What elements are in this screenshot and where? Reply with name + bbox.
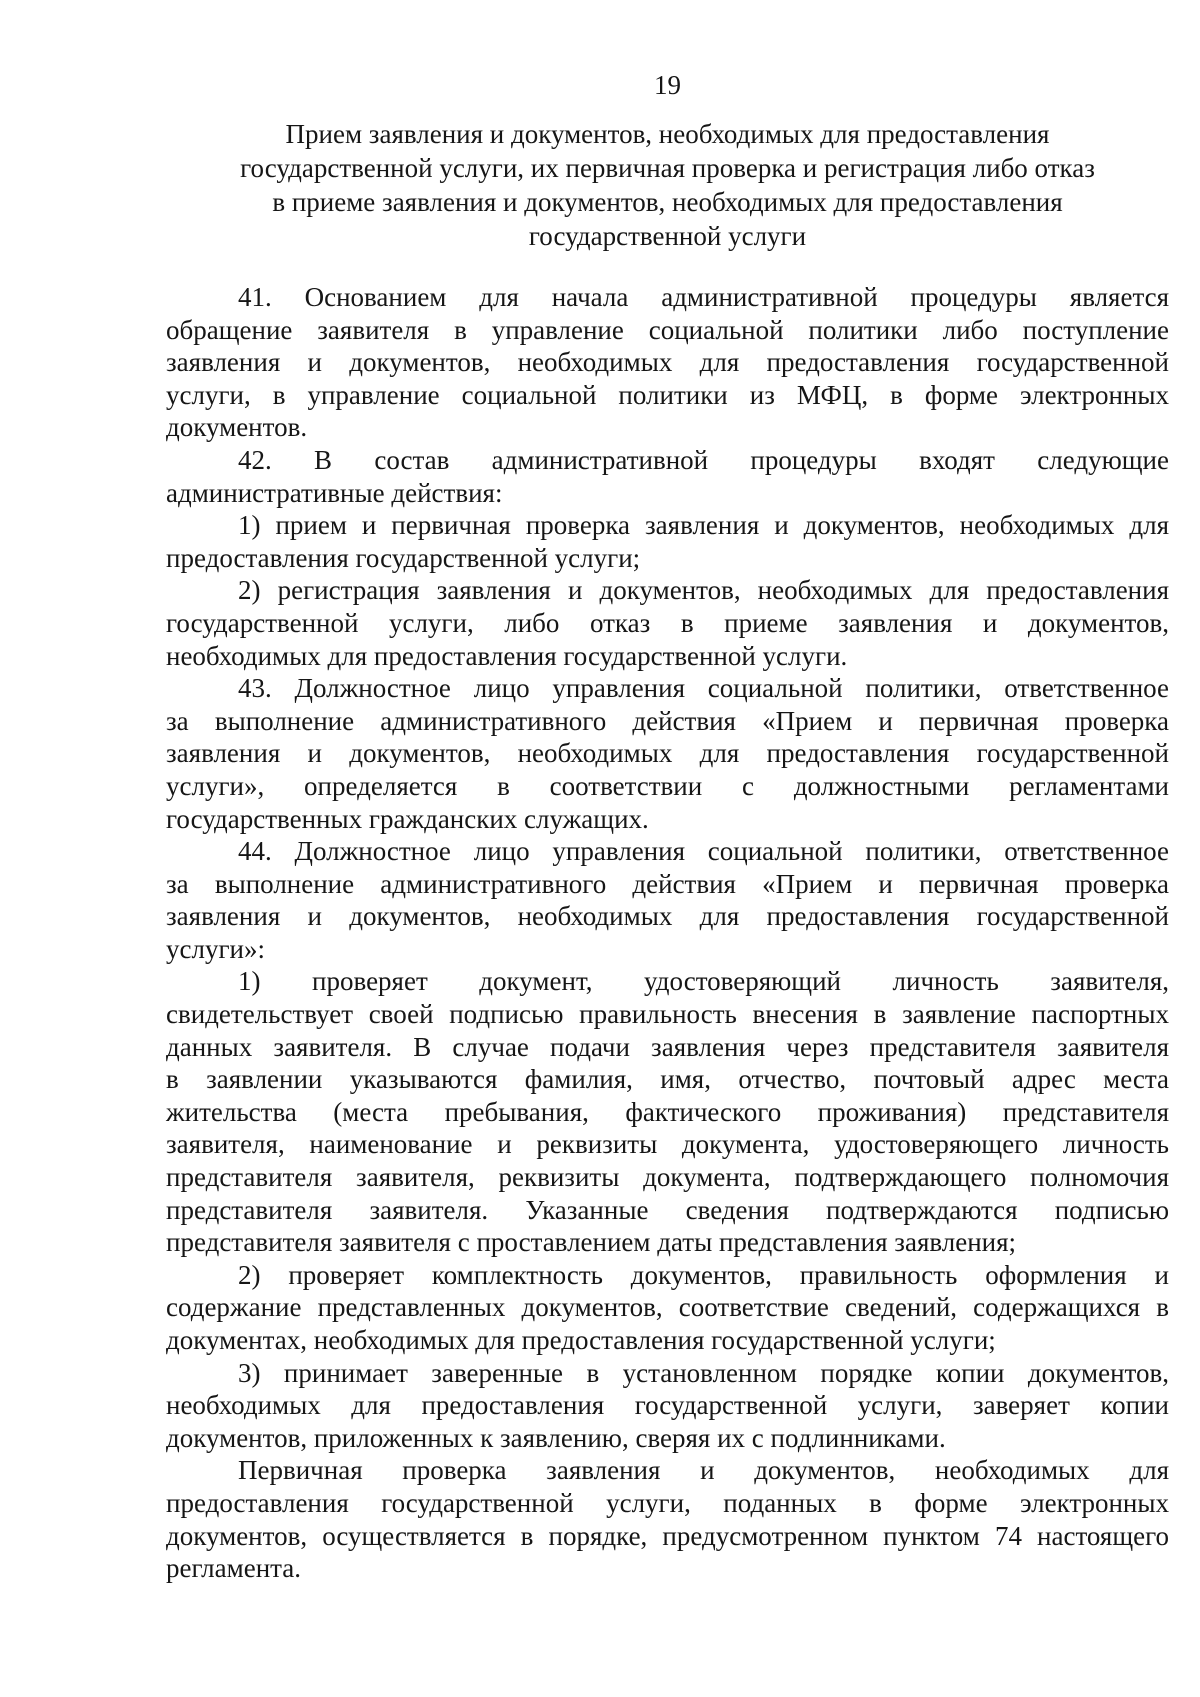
text-line: 1) проверяет документ, удостоверяющий личность заявителя, <box>238 966 1169 997</box>
paragraph <box>166 1357 1169 1455</box>
text-line: 42. В состав административной процедуры входят следующие <box>238 444 1169 475</box>
paragraph <box>166 574 1169 672</box>
paragraph <box>166 444 1169 509</box>
text-line: 3) принимает заверенные в установленном порядке копии документов, <box>238 1357 1169 1388</box>
text-line: содержание представленных документов, соответствие сведений, содержащихся в <box>166 1292 1169 1323</box>
body-text <box>166 281 1169 1585</box>
paragraph <box>166 835 1169 965</box>
heading-line: Прием заявления и документов, необходимых для предоставления <box>285 119 1050 149</box>
text-line: 1) прием и первичная проверка заявления и документов, необходимых для <box>238 510 1169 541</box>
text-line: необходимых для предоставления государственной услуги. <box>166 640 848 671</box>
text-line: заявления и документов, необходимых для предоставления государственной <box>166 347 1169 378</box>
text-line: предоставления государственной услуги, поданных в форме электронных <box>166 1487 1169 1518</box>
text-line: представителя заявителя. Указанные сведения подтверждаются подписью <box>166 1194 1169 1225</box>
text-line: документах, необходимых для предоставления государственной услуги; <box>166 1325 996 1355</box>
text-line: услуги»: <box>166 933 265 964</box>
text-line: заявителя, наименование и реквизиты документа, удостоверяющего личность <box>166 1129 1169 1160</box>
text-line: Первичная проверка заявления и документов, необходимых для <box>238 1455 1169 1486</box>
text-line: в заявлении указываются фамилия, имя, отчество, почтовый адрес места <box>166 1064 1169 1095</box>
text-line: услуги, в управление социальной политики из МФЦ, в форме электронных <box>166 379 1169 410</box>
heading-line: государственной услуги <box>528 221 807 251</box>
text-line: обращение заявителя в управление социальной политики либо поступление <box>166 314 1169 345</box>
text-line: 2) проверяет комплектность документов, правильность оформления и <box>238 1259 1169 1290</box>
text-line: за выполнение административного действия «Прием и первичная проверка <box>166 868 1169 899</box>
paragraph <box>166 509 1169 574</box>
text-line: за выполнение административного действия «Прием и первичная проверка <box>166 705 1169 736</box>
text-line: представителя заявителя с проставлением даты представления заявления; <box>166 1227 1017 1258</box>
text-line: представителя заявителя, реквизиты документа, подтверждающего полномочия <box>166 1162 1169 1193</box>
text-line: предоставления государственной услуги; <box>166 542 641 573</box>
text-line: 41. Основанием для начала административной процедуры является <box>238 282 1169 312</box>
text-line: необходимых для предоставления государственной услуги, заверяет копии <box>166 1390 1169 1421</box>
text-line: регламента. <box>166 1553 302 1584</box>
text-line: жительства (места пребывания, фактического проживания) представителя <box>166 1096 1169 1127</box>
text-line: документов, осуществляется в порядке, предусмотренном пунктом 74 настоящего <box>166 1520 1169 1551</box>
text-line: услуги», определяется в соответствии с должностными регламентами <box>166 770 1169 801</box>
heading-line: государственной услуги, их первичная проверка и регистрация либо отказ <box>240 153 1095 183</box>
paragraph <box>166 965 1169 1258</box>
paragraph <box>166 1259 1169 1357</box>
text-line: 43. Должностное лицо управления социальной политики, ответственное <box>238 673 1169 704</box>
text-line: 2) регистрация заявления и документов, необходимых для предоставления <box>238 575 1169 606</box>
text-line: данных заявителя. В случае подачи заявления через представителя заявителя <box>166 1031 1169 1062</box>
heading-line: в приеме заявления и документов, необходимых для предоставления <box>272 187 1063 217</box>
text-line: государственной услуги, либо отказ в приеме заявления и документов, <box>166 607 1169 638</box>
paragraph <box>166 281 1169 444</box>
text-line: документов. <box>166 412 308 443</box>
text-line: свидетельствует своей подписью правильность внесения в заявление паспортных <box>166 999 1169 1030</box>
text-line: административные действия: <box>166 477 503 508</box>
text-line: 44. Должностное лицо управления социальной политики, ответственное <box>238 836 1169 867</box>
paragraph <box>166 672 1169 835</box>
paragraph <box>166 1454 1169 1584</box>
text-line: документов, приложенных к заявлению, сверяя их с подлинниками. <box>166 1422 946 1453</box>
section-heading <box>166 117 1169 253</box>
text-line: государственных гражданских служащих. <box>166 803 649 834</box>
text-line: заявления и документов, необходимых для предоставления государственной <box>166 738 1169 769</box>
text-line: заявления и документов, необходимых для предоставления государственной <box>166 901 1169 932</box>
page-number: 19 <box>654 70 681 100</box>
